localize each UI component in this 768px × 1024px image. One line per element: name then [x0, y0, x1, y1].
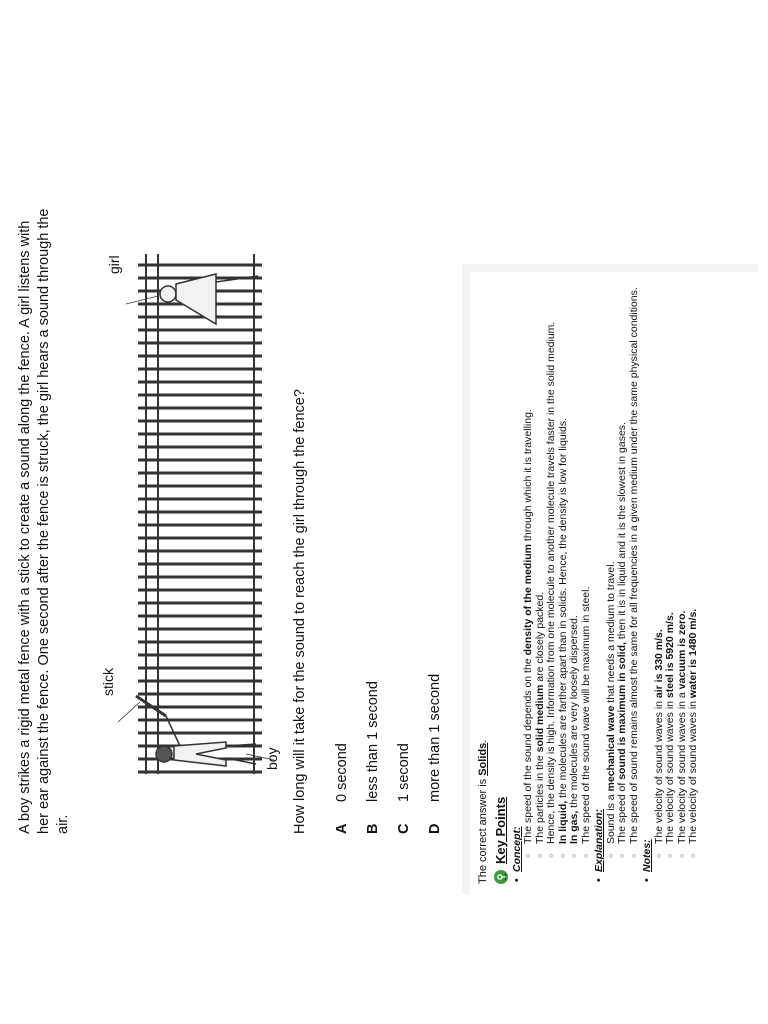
- option-a[interactable]: [326, 674, 357, 834]
- key-points-label: Key Points: [492, 796, 508, 864]
- explanation-heading: • Explanation:: [594, 282, 606, 872]
- girl-label: girl: [106, 255, 122, 274]
- option-letter: A: [333, 823, 350, 834]
- list-item: ○ The velocity of sound waves in water is 1480 m/s.: [688, 282, 700, 844]
- key-icon: ⚲: [494, 870, 508, 884]
- notes-list: [654, 282, 700, 884]
- key-points-title: [494, 282, 508, 884]
- option-letter: C: [395, 823, 412, 834]
- list-item: ○ The velocity of sound waves in steel is 5920 m/s.: [665, 282, 677, 844]
- option-letter: D: [426, 823, 443, 834]
- notes-heading: • Notes:: [642, 282, 654, 872]
- boy-label: boy: [264, 747, 280, 770]
- option-text: 1 second: [395, 743, 412, 802]
- question-prompt: How long will it take for the sound to reach the girl through the fence?: [292, 389, 308, 834]
- option-letter: B: [364, 823, 381, 834]
- option-b[interactable]: [357, 674, 388, 834]
- option-text: less than 1 second: [364, 681, 381, 802]
- list-item: ○ The particles in the solid medium are closely packed.: [535, 282, 547, 844]
- list-item: ○ In liquid, the molecules are farther apart than in solids. Hence, the density is low for liquids.: [558, 282, 570, 844]
- list-item: ○ The speed of the sound depends on the density of the medium through which it is travelling.: [523, 282, 535, 844]
- list-item: ○ The velocity of sound waves in air is 330 m/s.: [654, 282, 666, 844]
- option-text: more than 1 second: [426, 673, 443, 802]
- stick-label: stick: [100, 668, 116, 696]
- list-item: ○ Sound is a mechanical wave that needs a medium to travel.: [606, 282, 618, 844]
- answer-suffix: .: [477, 739, 489, 743]
- list-item: ○ Hence, the density is high. Information from one molecule to another molecule travels faster in the solid medium.: [546, 282, 558, 844]
- answer-value: Solids: [477, 742, 489, 776]
- concept-list: [523, 282, 592, 884]
- explanation-list: [606, 282, 641, 884]
- option-d[interactable]: [419, 674, 450, 834]
- option-c[interactable]: [388, 674, 419, 834]
- solution-panel: [462, 264, 758, 894]
- list-item: ○ In gas, the molecules are very loosely dispersed.: [569, 282, 581, 844]
- concept-heading: • Concept:: [512, 282, 524, 872]
- answer-options: [326, 674, 450, 834]
- list-item: ○ The speed of the sound wave will be maximum in steel.: [581, 282, 593, 844]
- question-line: air.: [55, 814, 71, 834]
- question-text: [16, 184, 73, 834]
- question-line: her ear against the fence. One second after the fence is struck, the girl hears a sound through the: [36, 208, 52, 834]
- option-text: 0 second: [333, 743, 350, 802]
- fence-drawing: [96, 234, 286, 794]
- fence-illustration: [96, 234, 286, 794]
- correct-answer-line: [478, 282, 490, 884]
- question-line: A boy strikes a rigid metal fence with a stick to create a sound along the fence. A girl listens with: [17, 220, 33, 834]
- list-item: ○ The velocity of sound waves in a vacuum is zero.: [677, 282, 689, 844]
- list-item: ○ The speed of sound is maximum in solid, then it is in liquid and it is the slowest in gases.: [617, 282, 629, 844]
- list-item: ○ The speed of sound remains almost the same for all frequencies in a given medium under the same physical conditions.: [629, 282, 641, 844]
- answer-prefix: The correct answer is: [477, 775, 489, 884]
